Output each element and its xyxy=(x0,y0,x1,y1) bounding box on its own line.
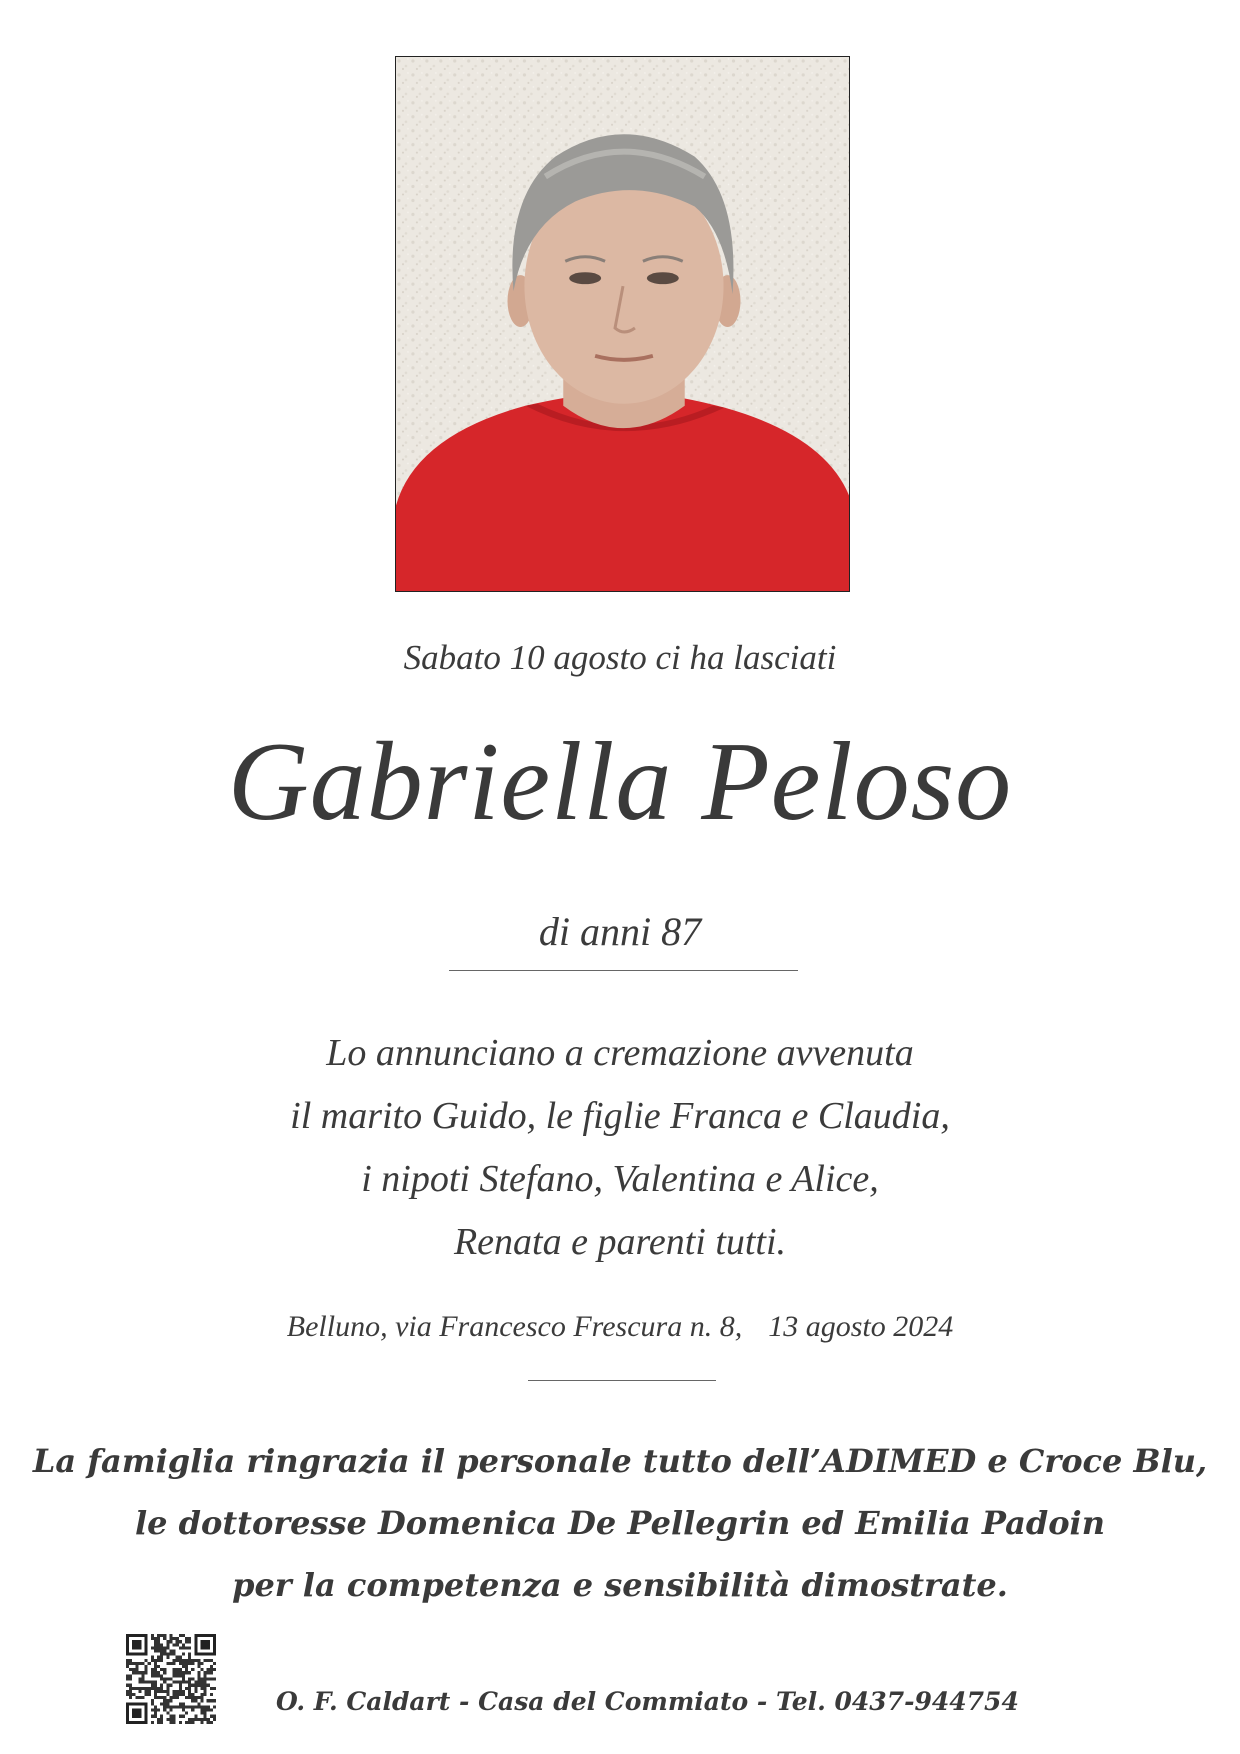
age-text: di anni 87 xyxy=(538,909,702,954)
divider xyxy=(528,1380,716,1381)
deceased-name: Gabriella Peloso xyxy=(227,720,1013,844)
portrait-image xyxy=(396,57,849,591)
thanks-text xyxy=(0,1430,1240,1616)
qr-code-icon[interactable] xyxy=(126,1634,216,1724)
portrait-photo xyxy=(395,56,850,592)
announcement-text xyxy=(0,1022,1240,1274)
thanks-line: le dottoresse Domenica De Pellegrin ed Emilia Padoin xyxy=(135,1504,1105,1542)
death-announcement-intro: Sabato 10 agosto ci ha lasciati xyxy=(403,638,837,677)
thanks-line: per la competenza e sensibilità dimostrate. xyxy=(232,1566,1008,1604)
announcement-line: Renata e parenti tutti. xyxy=(453,1221,787,1263)
announcement-line: i nipoti Stefano, Valentina e Alice, xyxy=(361,1158,879,1200)
address: Belluno, via Francesco Frescura n. 8, xyxy=(286,1310,743,1343)
funeral-home-contact: O. F. Caldart - Casa del Commiato - Tel. 0437-944754 xyxy=(276,1687,1019,1716)
announcement-date: 13 agosto 2024 xyxy=(768,1310,954,1343)
divider xyxy=(449,970,798,971)
thanks-line: La famiglia ringrazia il personale tutto dell’ADIMED e Croce Blu, xyxy=(32,1442,1208,1480)
announcement-line: il marito Guido, le figlie Franca e Claudia, xyxy=(290,1095,950,1137)
announcement-line: Lo annunciano a cremazione avvenuta xyxy=(326,1032,914,1074)
place-and-date xyxy=(0,1310,1240,1344)
